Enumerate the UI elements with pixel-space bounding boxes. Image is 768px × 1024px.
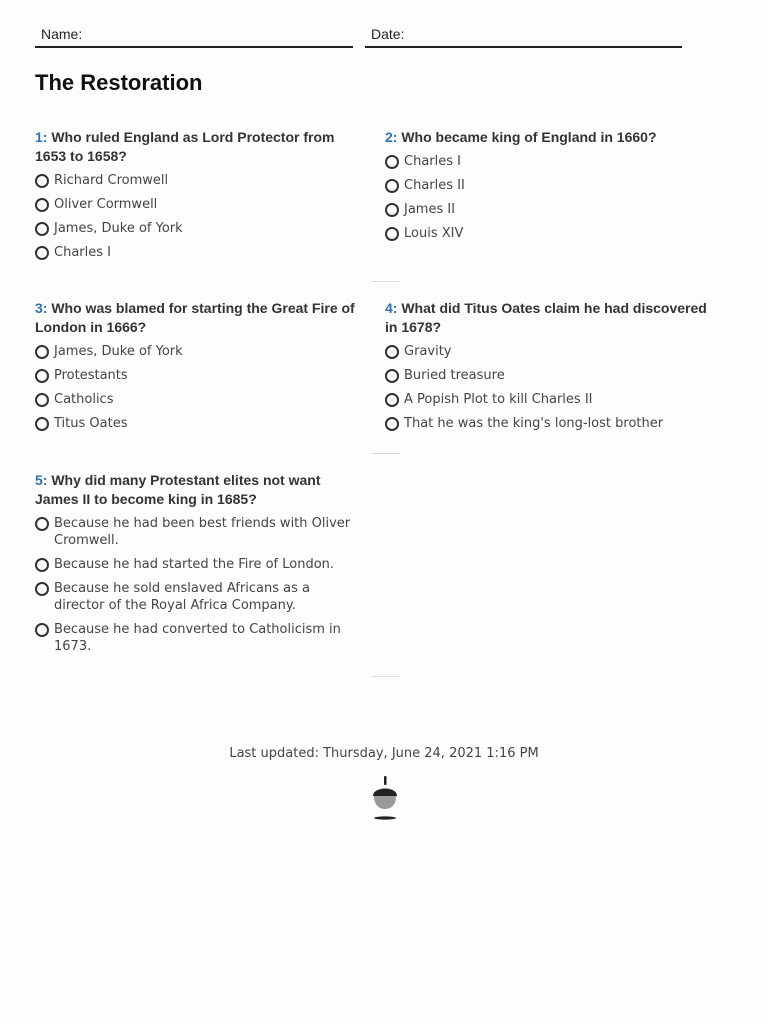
answer-option[interactable] (385, 343, 715, 360)
question-prompt: Who ruled England as Lord Protector from 1653 to 1658? (35, 129, 335, 164)
answer-option[interactable] (35, 244, 365, 261)
answer-option[interactable] (385, 153, 715, 170)
radio-icon[interactable] (35, 222, 49, 236)
question-3-text (35, 299, 365, 337)
answer-option-label: Richard Cromwell (54, 173, 169, 188)
radio-icon[interactable] (385, 155, 399, 169)
date-label: Date: (371, 26, 405, 42)
answer-option-label: That he was the king's long-lost brother (404, 416, 664, 431)
question-4-text (385, 299, 715, 337)
answer-option-label: Because he sold enslaved Africans as a director of the Royal Africa Company. (54, 581, 310, 613)
question-5 (35, 471, 360, 662)
question-2 (385, 128, 715, 249)
question-4 (385, 299, 715, 439)
acorn-icon (369, 774, 401, 822)
divider (371, 281, 400, 282)
answer-option[interactable] (385, 415, 715, 432)
radio-icon[interactable] (385, 417, 399, 431)
divider (371, 453, 400, 454)
radio-icon[interactable] (35, 417, 49, 431)
question-1-text (35, 128, 365, 166)
answer-option-label: Charles I (404, 154, 461, 169)
answer-option-label: Oliver Cormwell (54, 197, 158, 212)
question-5-text (35, 471, 360, 509)
page-title: The Restoration (35, 70, 203, 95)
answer-option[interactable] (35, 621, 360, 655)
answer-option-label: Titus Oates (54, 416, 128, 431)
answer-option[interactable] (35, 391, 365, 408)
question-prompt: Who was blamed for starting the Great Fire of London in 1666? (35, 300, 355, 335)
question-number: 1: (35, 129, 48, 145)
answer-option-label: Because he had started the Fire of London. (54, 557, 335, 572)
radio-icon[interactable] (385, 179, 399, 193)
answer-option-label: James II (404, 202, 456, 217)
radio-icon[interactable] (385, 369, 399, 383)
radio-icon[interactable] (385, 203, 399, 217)
answer-option-label: Catholics (54, 392, 114, 407)
question-prompt: Why did many Protestant elites not want James II to become king in 1685? (35, 472, 321, 507)
answer-option-label: Charles II (404, 178, 465, 193)
question-prompt: Who became king of England in 1660? (401, 129, 657, 145)
answer-option-label: A Popish Plot to kill Charles II (404, 392, 593, 407)
name-field[interactable] (35, 24, 353, 48)
answer-option[interactable] (35, 415, 365, 432)
question-number: 5: (35, 472, 48, 488)
answer-option[interactable] (385, 177, 715, 194)
answer-option[interactable] (385, 201, 715, 218)
answer-option-label: Gravity (404, 344, 452, 359)
answer-option[interactable] (35, 580, 360, 614)
radio-icon[interactable] (385, 227, 399, 241)
question-prompt: What did Titus Oates claim he had discovered in 1678? (385, 300, 707, 335)
question-1 (35, 128, 365, 268)
last-updated-text: Last updated: Thursday, June 24, 2021 1:16 PM (229, 746, 539, 761)
radio-icon[interactable] (35, 246, 49, 260)
radio-icon[interactable] (35, 558, 49, 572)
answer-option[interactable] (35, 367, 365, 384)
divider (371, 676, 400, 677)
answer-option[interactable] (35, 343, 365, 360)
answer-option-label: Charles I (54, 245, 111, 260)
answer-option-label: James, Duke of York (54, 221, 183, 236)
answer-option-label: Because he had been best friends with Oliver Cromwell. (54, 516, 351, 548)
name-label: Name: (41, 26, 83, 42)
radio-icon[interactable] (35, 623, 49, 637)
answer-option-label: Because he had converted to Catholicism in 1673. (54, 622, 341, 654)
question-number: 3: (35, 300, 48, 316)
answer-option[interactable] (35, 196, 365, 213)
answer-option[interactable] (35, 220, 365, 237)
radio-icon[interactable] (35, 198, 49, 212)
answer-option-label: Buried treasure (404, 368, 505, 383)
answer-option-label: Protestants (54, 368, 128, 383)
radio-icon[interactable] (35, 517, 49, 531)
answer-option-label: James, Duke of York (54, 344, 183, 359)
radio-icon[interactable] (35, 393, 49, 407)
radio-icon[interactable] (35, 582, 49, 596)
answer-option[interactable] (35, 556, 360, 573)
radio-icon[interactable] (35, 369, 49, 383)
question-2-text (385, 128, 715, 147)
answer-option[interactable] (35, 515, 360, 549)
answer-option[interactable] (385, 391, 715, 408)
radio-icon[interactable] (385, 393, 399, 407)
question-3 (35, 299, 365, 439)
radio-icon[interactable] (35, 174, 49, 188)
question-number: 4: (385, 300, 398, 316)
answer-option[interactable] (385, 367, 715, 384)
radio-icon[interactable] (385, 345, 399, 359)
radio-icon[interactable] (35, 345, 49, 359)
answer-option[interactable] (35, 172, 365, 189)
answer-option-label: Louis XIV (404, 226, 464, 241)
date-field[interactable] (365, 24, 682, 48)
question-number: 2: (385, 129, 398, 145)
answer-option[interactable] (385, 225, 715, 242)
